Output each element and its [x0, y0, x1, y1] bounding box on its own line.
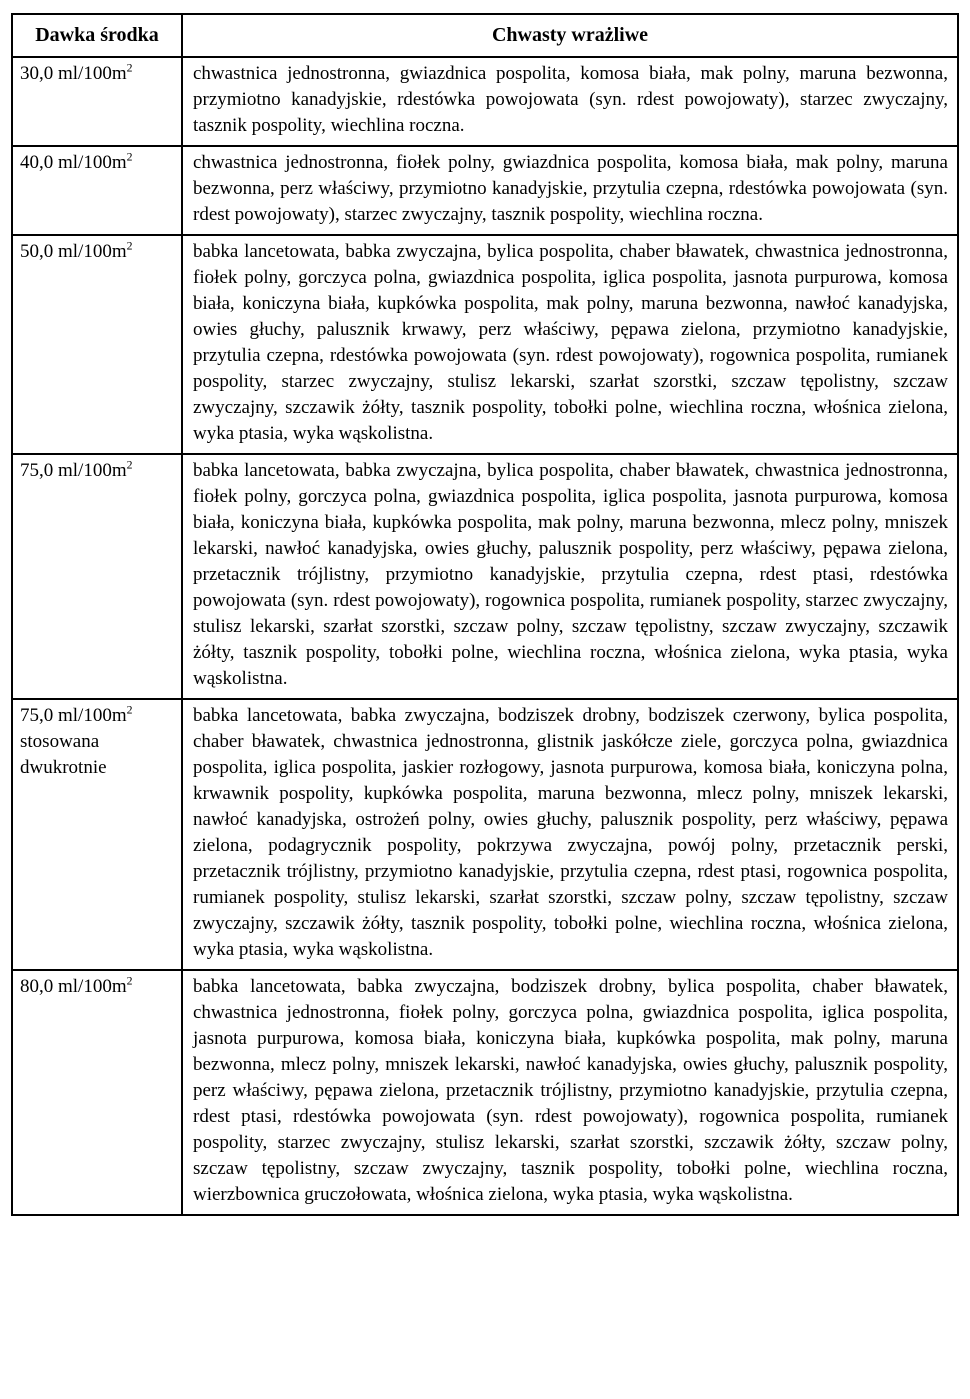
dose-superscript: 2: [126, 61, 133, 75]
table-row: [12, 699, 958, 970]
dose-cell: [12, 235, 182, 454]
dose-value: [20, 152, 133, 173]
dose-cell: [12, 970, 182, 1215]
table-row: [12, 146, 958, 235]
dose-value: [20, 63, 133, 84]
dose-text: 80,0 ml/100m: [20, 976, 127, 997]
dose-cell: [12, 57, 182, 146]
dose-value: [20, 976, 133, 997]
weeds-cell: chwastnica jednostronna, fiołek polny, gwiazdnica pospolita, komosa biała, mak polny, maruna bezwonna, perz właściwy, przymiotno kanadyjskie, przytulia czepna, rdestówka powojowata (syn. rdest powojowaty), starzec zwyczajny, tasznik pospolity, wiechlina roczna.: [182, 146, 958, 235]
table-row: [12, 235, 958, 454]
weeds-cell: babka lancetowata, babka zwyczajna, bylica pospolita, chaber bławatek, chwastnica jednostronna, fiołek polny, gorczyca polna, gwiazdnica pospolita, iglica pospolita, jasnota purpurowa, komosa biała, koniczyna biała, kupkówka pospolita, mak polny, maruna bezwonna, mlecz polny, mniszek lekarski, nawłoć kanadyjska, owies głuchy, palusznik pospolity, perz właściwy, pępawa zielona, przetacznik trójlistny, przymiotno kanadyjskie, przytulia czepna, rdest ptasi, rdestówka powojowata (syn. rdest powojowaty), rogownica pospolita, rumianek pospolity, starzec zwyczajny, stulisz lekarski, szarłat szorstki, szczaw polny, szczaw tępolistny, szczaw zwyczajny, szczawik żółty, tasznik pospolity, tobołki polne, wiechlina roczna, włośnica zielona, wyka ptasia, wyka wąskolistna.: [182, 454, 958, 699]
header-row: [12, 14, 958, 57]
dose-cell: [12, 146, 182, 235]
table-row: [12, 454, 958, 699]
table-row: [12, 970, 958, 1215]
dose-superscript: 2: [126, 150, 133, 164]
dose-value: [20, 460, 133, 481]
dose-value: [20, 705, 133, 726]
weeds-column-header: Chwasty wrażliwe: [182, 14, 958, 57]
weeds-cell: babka lancetowata, babka zwyczajna, bodziszek drobny, bylica pospolita, chaber bławatek, chwastnica jednostronna, fiołek polny, gorczyca polna, gwiazdnica pospolita, iglica pospolita, jasnota purpurowa, komosa biała, koniczyna biała, kupkówka pospolita, mak polny, maruna bezwonna, mlecz polny, mniszek lekarski, nawłoć kanadyjska, owies głuchy, palusznik pospolity, perz właściwy, pępawa zielona, przetacznik trójlistny, przymiotno kanadyjskie, przytulia czepna, rdest ptasi, rdestówka powojowata (syn. rdest powojowaty), rogownica pospolita, rumianek pospolity, starzec zwyczajny, stulisz lekarski, szarłat szorstki, szczawik żółty, szczaw polny, szczaw tępolistny, szczaw zwyczajny, tasznik pospolity, tobołki polne, wiechlina roczna, wierzbownica gruczołowata, włośnica zielona, wyka ptasia, wyka wąskolistna.: [182, 970, 958, 1215]
dose-value: [20, 241, 133, 262]
dose-column-header: Dawka środka: [12, 14, 182, 57]
dose-text: 75,0 ml/100m: [20, 460, 127, 481]
weeds-dosage-table: [11, 13, 959, 1216]
dose-superscript: 2: [126, 458, 133, 472]
dose-text: 30,0 ml/100m: [20, 63, 127, 84]
weeds-cell: chwastnica jednostronna, gwiazdnica pospolita, komosa biała, mak polny, maruna bezwonna, przymiotno kanadyjskie, rdestówka powojowata (syn. rdest powojowaty), starzec zwyczajny, tasznik pospolity, wiechlina roczna.: [182, 57, 958, 146]
dose-cell: [12, 699, 182, 970]
table-row: [12, 57, 958, 146]
dose-text: 50,0 ml/100m: [20, 241, 127, 262]
dose-superscript: 2: [126, 239, 133, 253]
dose-superscript: 2: [126, 974, 133, 988]
dose-text: 75,0 ml/100m: [20, 705, 127, 726]
dose-cell: [12, 454, 182, 699]
weeds-cell: babka lancetowata, babka zwyczajna, bodziszek drobny, bodziszek czerwony, bylica pospolita, chaber bławatek, chwastnica jednostronna, glistnik jaskółcze ziele, gorczyca polna, gwiazdnica pospolita, iglica pospolita, jaskier rozłogowy, jasnota purpurowa, komosa biała, koniczyna polna, krwawnik pospolity, kupkówka pospolita, maruna bezwonna, mlecz polny, mniszek lekarski, nawłoć kanadyjska, ostrożeń polny, owies głuchy, palusznik pospolity, perz właściwy, pępawa zielona, podagrycznik pospolity, pokrzywa zwyczajna, powój polny, przetacznik perski, przetacznik trójlistny, przymiotno kanadyjskie, przytulia czepna, rdest ptasi, rogownica pospolita, rumianek pospolity, stulisz lekarski, szarłat szorstki, szczaw polny, szczaw tępolistny, szczaw zwyczajny, szczawik żółty, tasznik pospolity, tobołki polne, wiechlina roczna, włośnica zielona, wyka ptasia, wyka wąskolistna.: [182, 699, 958, 970]
dose-text: 40,0 ml/100m: [20, 152, 127, 173]
weeds-cell: babka lancetowata, babka zwyczajna, bylica pospolita, chaber bławatek, chwastnica jednostronna, fiołek polny, gorczyca polna, gwiazdnica pospolita, iglica pospolita, jasnota purpurowa, komosa biała, koniczyna biała, kupkówka pospolita, mak polny, maruna bezwonna, nawłoć kanadyjska, owies głuchy, palusznik krwawy, perz właściwy, pępawa zielona, przymiotno kanadyjskie, przytulia czepna, rdestówka powojowata (syn. rdest powojowaty), rogownica pospolita, rumianek pospolity, starzec zwyczajny, stulisz lekarski, szarłat szorstki, szczaw tępolistny, szczaw zwyczajny, szczawik żółty, tasznik pospolity, tobołki polne, wiechlina roczna, włośnica zielona, wyka ptasia, wyka wąskolistna.: [182, 235, 958, 454]
dose-note: stosowana dwukrotnie: [20, 731, 107, 778]
dose-superscript: 2: [126, 703, 133, 717]
